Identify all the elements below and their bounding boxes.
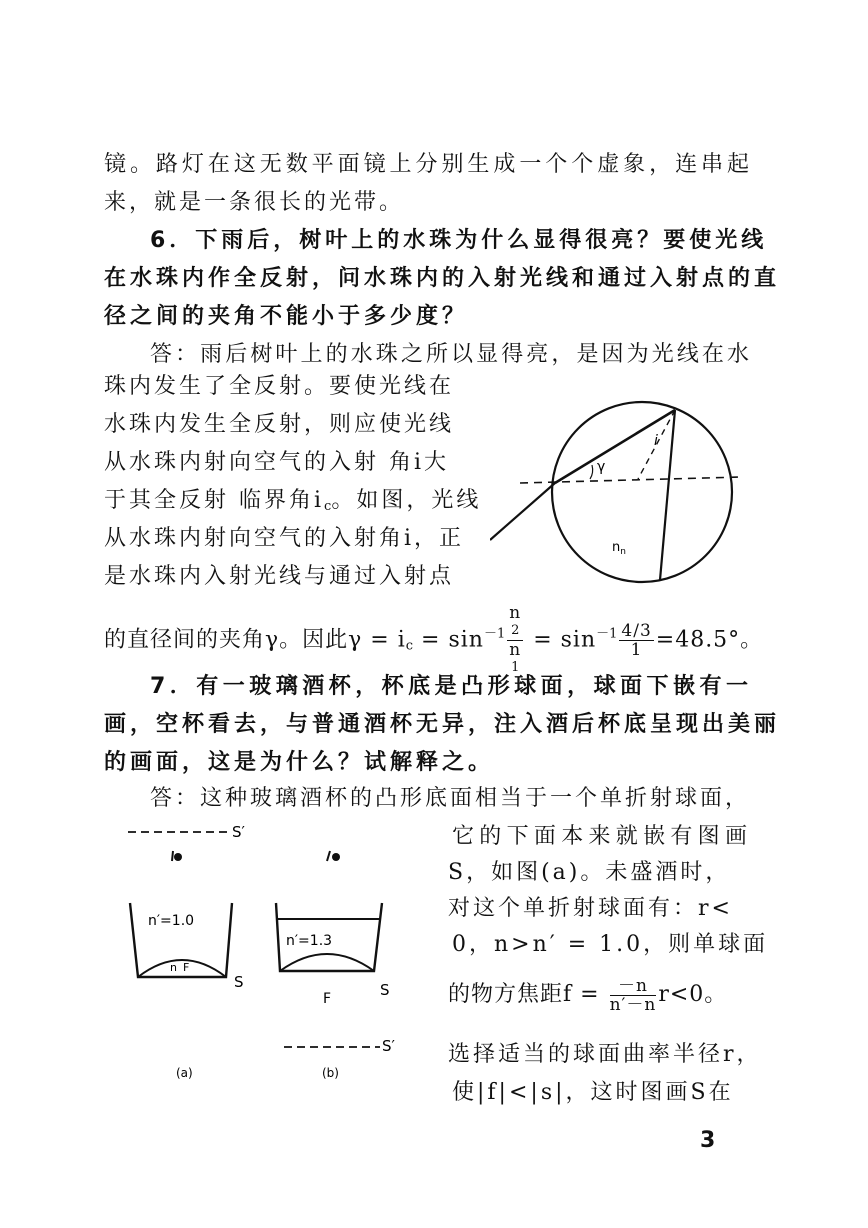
angle-i-label: i bbox=[654, 433, 658, 449]
answer-6-line: 从水珠内射向空气的入射角i，正 bbox=[104, 526, 465, 551]
picture-s-a-label: S bbox=[234, 973, 244, 991]
refractive-index-label: $n_n$ bbox=[612, 540, 626, 557]
answer-6-line: 答：雨后树叶上的水珠之所以显得亮，是因为光线在水 bbox=[150, 342, 752, 367]
focal-point-b-label: F bbox=[323, 991, 332, 1007]
focal-point-a-label: F bbox=[183, 961, 190, 974]
answer-7-line: S，如图(a)。未盛酒时， bbox=[448, 860, 731, 885]
image-s-prime-b-label: S′ bbox=[382, 1037, 395, 1055]
answer-7-line: 选择适当的球面曲率半径r， bbox=[448, 1042, 762, 1067]
image-s-prime-a-label: S′ bbox=[232, 823, 245, 841]
fraction: n 2 n 1 bbox=[509, 603, 522, 675]
answer-6-line: 是水珠内入射光线与通过入射点 bbox=[104, 564, 455, 589]
text-line: 镜。路灯在这无数平面镜上分别生成一个个虚象，连串起 bbox=[104, 152, 752, 177]
question-6-line: 在水珠内作全反射，问水珠内的入射光线和通过入射点的直 bbox=[104, 266, 781, 291]
fraction: $\frac{-n}{n'-n}$ bbox=[609, 975, 657, 1015]
answer-6-line: 从水珠内射向空气的入射 角i大 bbox=[104, 450, 450, 475]
question-7-line: 7．有一玻璃酒杯，杯底是凸形球面，球面下嵌有一 bbox=[150, 674, 752, 699]
fraction: $\frac{4/3}{1}$ bbox=[621, 621, 652, 660]
wine-cup-figure bbox=[118, 815, 418, 1085]
figure-b-caption: (b) bbox=[322, 1066, 339, 1080]
question-6-line: 径之间的夹角不能小于多少度？ bbox=[104, 304, 469, 329]
question-6-line: 6．下雨后，树叶上的水珠为什么显得很亮？要使光线 bbox=[150, 228, 768, 253]
figure-a-caption: (a) bbox=[176, 1066, 193, 1080]
answer-7-formula: 的物方焦距f = $\frac{-n}{n'-n}$ r<0。 bbox=[448, 975, 728, 1015]
refractive-index-b-label: n′=1.3 bbox=[286, 933, 333, 949]
answer-7-line: 它的下面本来就嵌有图画 bbox=[452, 824, 750, 849]
text-line: 来，就是一条很长的光带。 bbox=[104, 190, 405, 215]
cup-glass-n-label: n bbox=[170, 961, 177, 974]
answer-6-line: 于其全反射 临界角$i_c$。如图，光线 bbox=[104, 488, 482, 514]
answer-7-line: 0，n>n′ = 1.0，则单球面 bbox=[452, 932, 769, 957]
answer-7-line: 答：这种玻璃酒杯的凸形底面相当于一个单折射球面， bbox=[150, 786, 751, 811]
question-7-line: 画，空杯看去，与普通酒杯无异，注入酒后杯底呈现出美丽 bbox=[104, 712, 781, 737]
answer-7-line: 对这个单折射球面有：r< bbox=[448, 896, 733, 921]
answer-6-line: 水珠内发生全反射，则应使光线 bbox=[104, 412, 455, 437]
gamma-label: γ bbox=[597, 459, 606, 475]
refractive-index-a-label: n′=1.0 bbox=[148, 913, 195, 929]
answer-6-line: 珠内发生了全反射。要使光线在 bbox=[104, 374, 455, 399]
question-7-line: 的画面，这是为什么？试解释之。 bbox=[104, 750, 495, 775]
picture-s-b-label: S bbox=[380, 981, 390, 999]
answer-6-formula: 的直径间的夹角γ。因此$\gamma = i_c = \sin^{-1}$ n 2 n 1 = $\sin^{-1}$ $\frac{4/3}{1}$ =48.5°。 bbox=[104, 603, 764, 675]
page-number: 3 bbox=[700, 1128, 716, 1153]
water-drop-figure bbox=[490, 395, 750, 595]
answer-7-line: 使|f|<|s|，这时图画S在 bbox=[452, 1080, 734, 1105]
